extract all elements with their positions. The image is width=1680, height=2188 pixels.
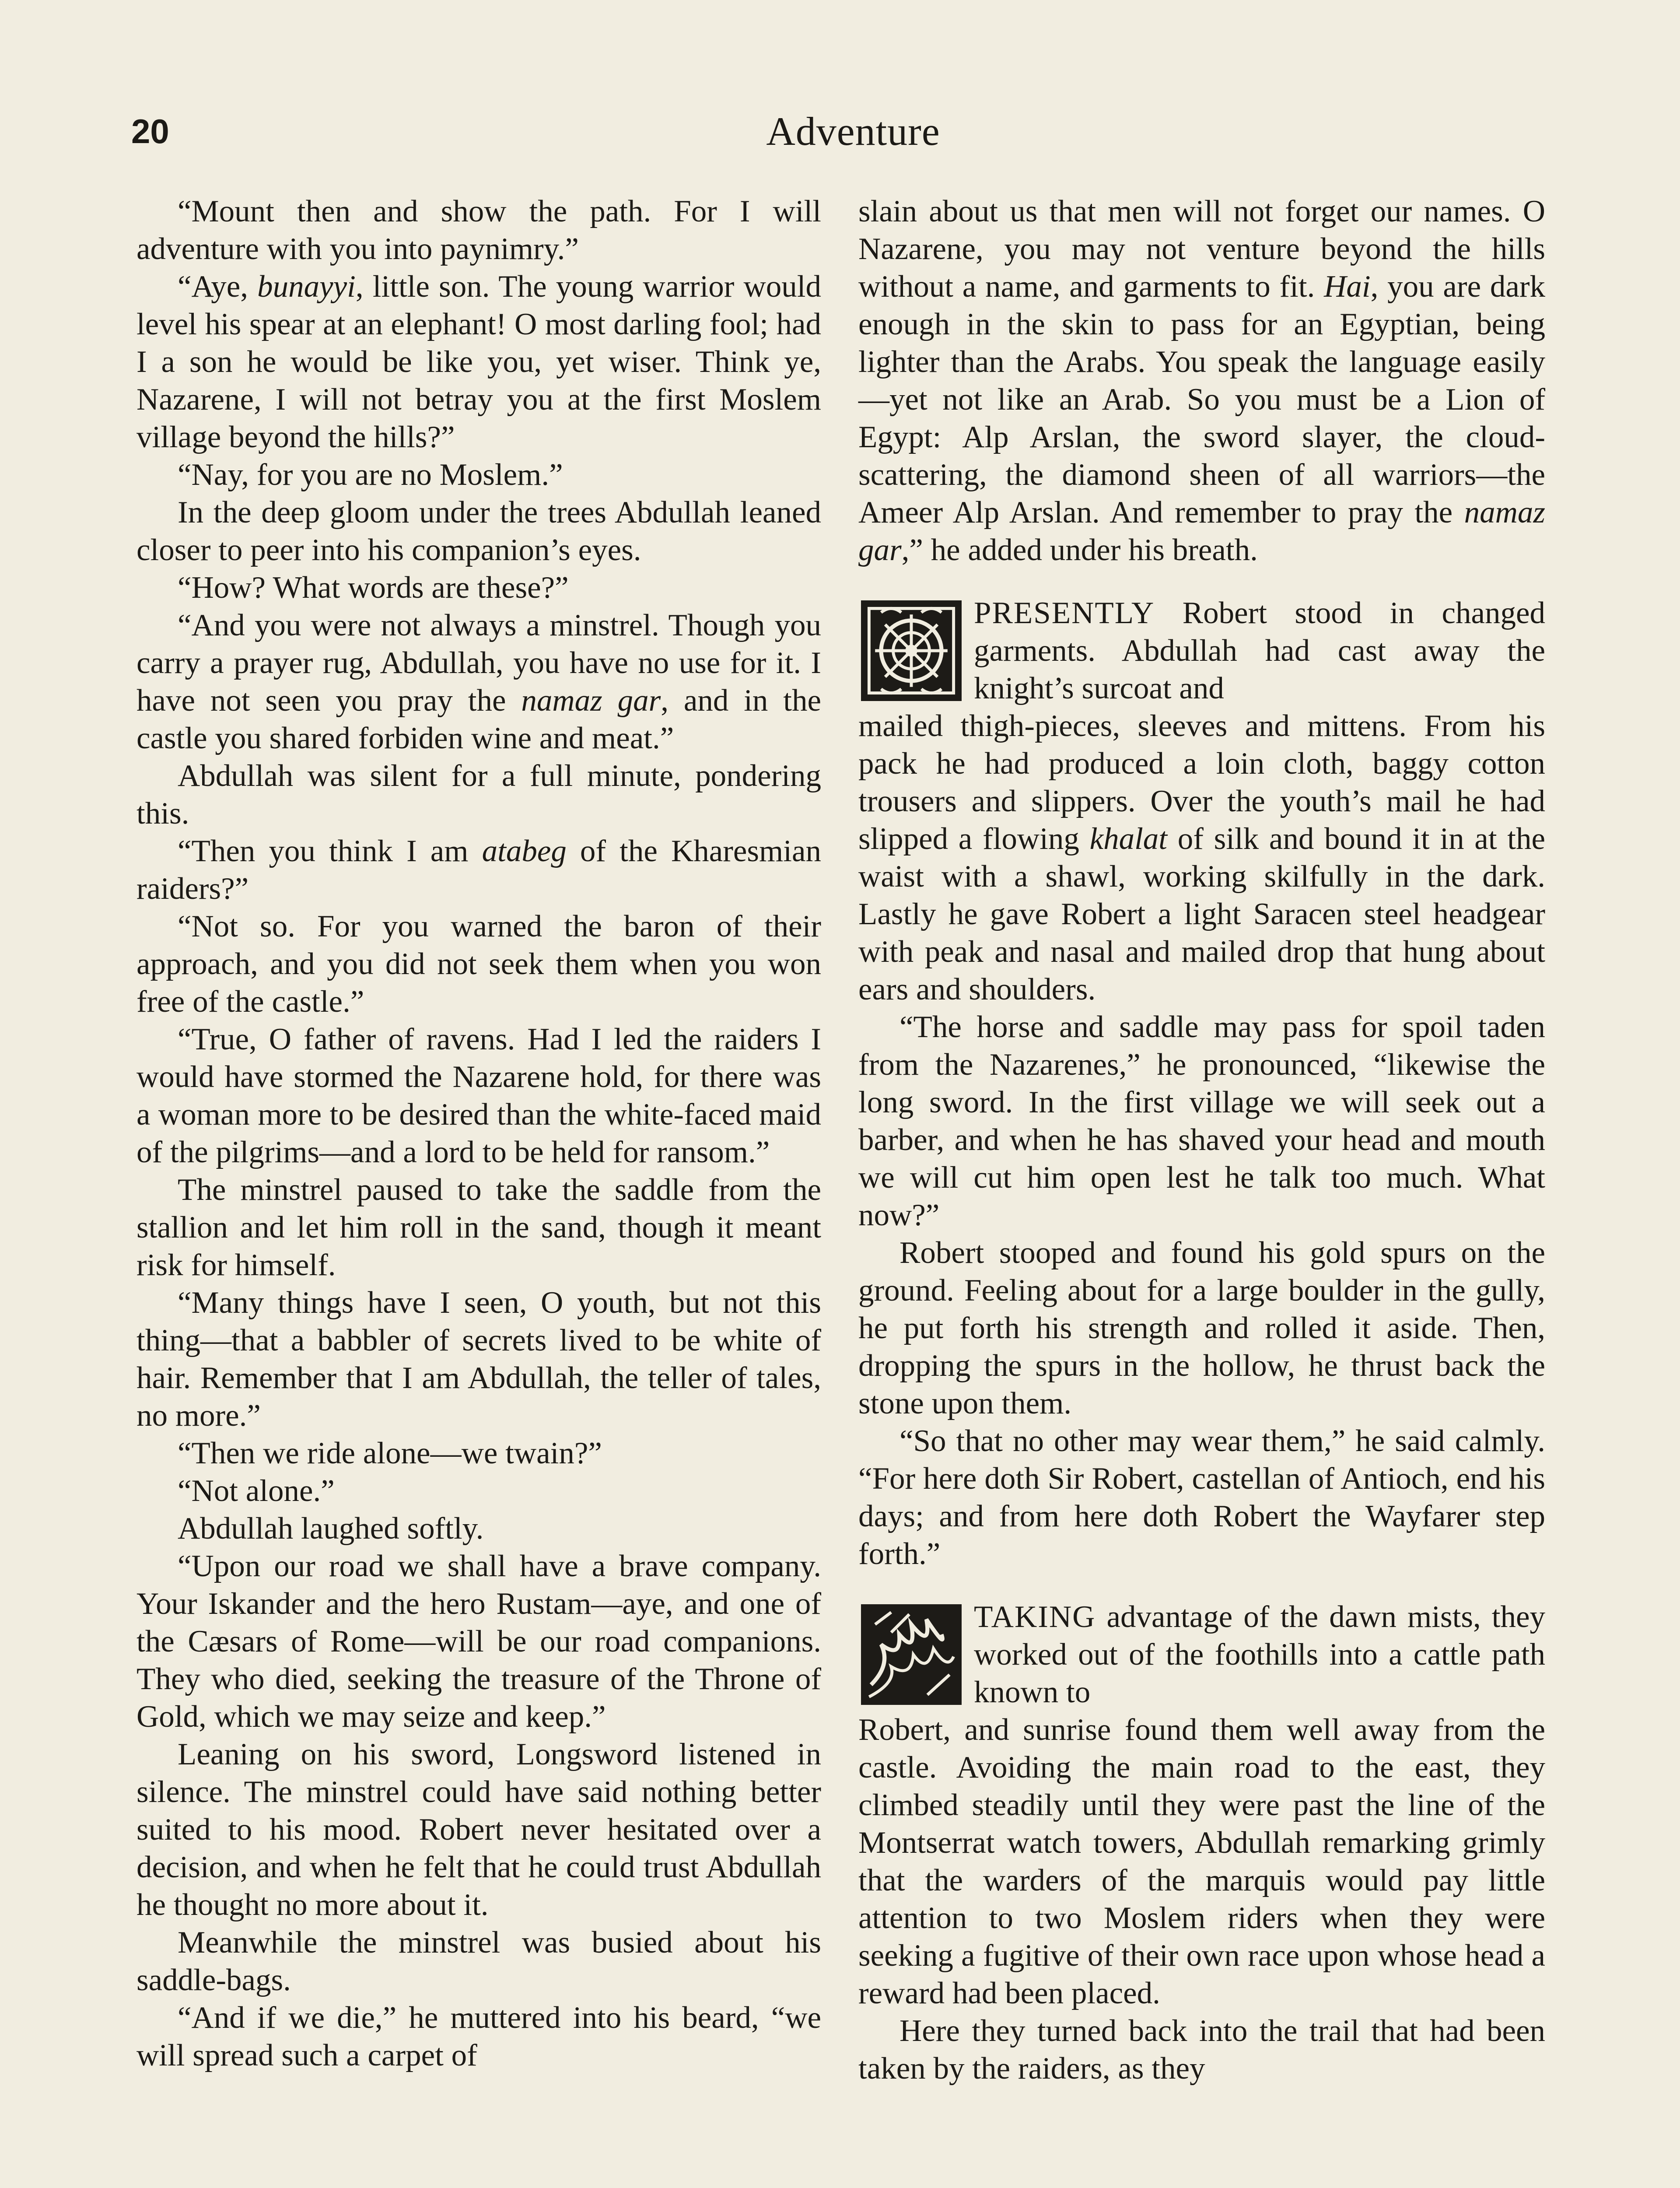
paragraph: Here they turned back into the trail that had been taken by the raiders, as they [858,2014,1545,2086]
paragraph: Robert, and sunrise found them well away from the castle. Avoiding the main road to the east, they climbed steadily until they were past the line of the Montserrat watch towers, Abdullah remarking grimly that the warders of the marquis would pay little attention to two Moslem riders when they were seeking a fugitive of their own race upon whose head a reward had been placed. [858,1713,1545,2010]
paragraph: mailed thigh-pieces, sleeves and mittens. From his pack he had produced a loin cloth, baggy cotton trousers and slippers. Over the youth’s mail he had slipped a flowing khalat of silk and bound it in at the waist with a shawl, working skilfully in the dark. Lastly he gave Robert a light Saracen steel headgear with peak and nasal and mailed drop that hung about ears and shoulders. [858,709,1545,1006]
right-column [858,193,1545,2087]
paragraph: In the deep gloom under the trees Abdullah leaned closer to peer into his companion’s eyes. [136,495,821,567]
paragraph: “Then we ride alone—we twain?” [178,1436,602,1470]
paragraph: “Mount then and show the path. For I will adventure with you into paynimry.” [136,194,821,266]
paragraph: “Not alone.” [178,1474,335,1508]
woodcut-flame-ornament-icon [861,1604,962,1705]
paragraph: Robert stooped and found his gold spurs on the ground. Feeling about for a large boulder in the gully, he put forth his strength and rolled it aside. Then, dropping the spurs in the hollow, he thrust back the stone upon them. [858,1236,1545,1420]
left-column [136,193,821,2074]
section-head [858,594,1545,707]
paragraph: The minstrel paused to take the saddle from the stallion and let him roll in the sand, though it meant risk for himself. [136,1173,821,1282]
section-head [858,1598,1545,1711]
running-title: Adventure [766,109,940,154]
paragraph: Meanwhile the minstrel was busied about his saddle-bags. [136,1925,821,1997]
section-lead [974,1598,1545,1711]
lead-paragraph: PRESENTLY Robert stood in changed garments. Abdullah had cast away the knight’s surcoat and [974,596,1545,705]
paragraph: “True, O father of ravens. Had I led the raiders I would have stormed the Nazarene hold, for there was a woman more to be desired than the white-faced maid of the pilgrims—and a lord to be held for ransom.” [136,1022,821,1169]
paragraph: Leaning on his sword, Longsword listened in silence. The minstrel could have said nothing better suited to his mood. Robert never hesitated over a decision, and when he felt that he could trust Abdullah he thought no more about it. [136,1737,821,1922]
paragraph: slain about us that men will not forget our names. O Nazarene, you may not venture beyond the hills without a name, and garments to fit. Hai, you are dark enough in the skin to pass for an Egyptian, being lighter than the Arabs. You speak the language easily—yet not like an Arab. So you must be a Lion of Egypt: Alp Arslan, the sword slayer, the cloud-scattering, the diamond sheen of all warriors—the Ameer Alp Arslan. And remember to pray the namaz gar,” he added under his breath. [858,194,1546,567]
paragraph: “The horse and saddle may pass for spoil taden from the Nazarenes,” he pronounced, “likewise the long sword. In the first village we will seek out a barber, and when he has shaved your head and mouth we will cut him open lest he talk too much. What now?” [858,1010,1545,1232]
paragraph: “And if we die,” he muttered into his beard, “we will spread such a carpet of [136,2001,821,2072]
paragraph: “How? What words are these?” [178,571,569,605]
paragraph: “Aye, bunayyi, little son. The young warrior would level his spear at an elephant! O most darling fool; had I a son he would be like you, yet wiser. Think ye, Nazarene, I will not betray you at the first Moslem village beyond the hills?” [136,270,821,454]
paragraph: Abdullah laughed softly. [178,1511,484,1546]
paragraph: “Upon our road we shall have a brave company. Your Iskander and the hero Rustam—aye, and one of the Cæsars of Rome—will be our road companions. They who died, seeking the treasure of the Throne of Gold, which we may seize and keep.” [136,1549,821,1734]
lead-paragraph: TAKING advantage of the dawn mists, they worked out of the foothills into a cattle path known to [974,1600,1545,1709]
paragraph: “Not so. For you warned the baron of their approach, and you did not seek them when you won free of the castle.” [136,909,821,1019]
section-lead [974,594,1545,707]
paragraph: “So that no other may wear them,” he said calmly. “For here doth Sir Robert, castellan of Antioch, end his days; and from here doth Robert the Wayfarer step forth.” [858,1424,1545,1571]
page-header [131,105,1575,166]
section-taking [858,1598,1545,2087]
woodcut-knot-ornament-icon [861,600,962,701]
paragraph: “Nay, for you are no Moslem.” [178,458,563,492]
paragraph: “Then you think I am atabeg of the Kharesmian raiders?” [136,834,821,906]
section-presently [858,594,1545,1573]
paragraph: “And you were not always a minstrel. Though you carry a prayer rug, Abdullah, you have no use for it. I have not seen you pray the namaz gar, and in the castle you shared forbiden wine and meat.” [136,608,822,755]
paragraph: Abdullah was silent for a full minute, pondering this. [136,759,821,831]
page-number: 20 [131,112,169,151]
paragraph: “Many things have I seen, O youth, but not this thing—that a babbler of secrets lived to be white of hair. Remember that I am Abdullah, the teller of tales, no more.” [136,1286,821,1433]
